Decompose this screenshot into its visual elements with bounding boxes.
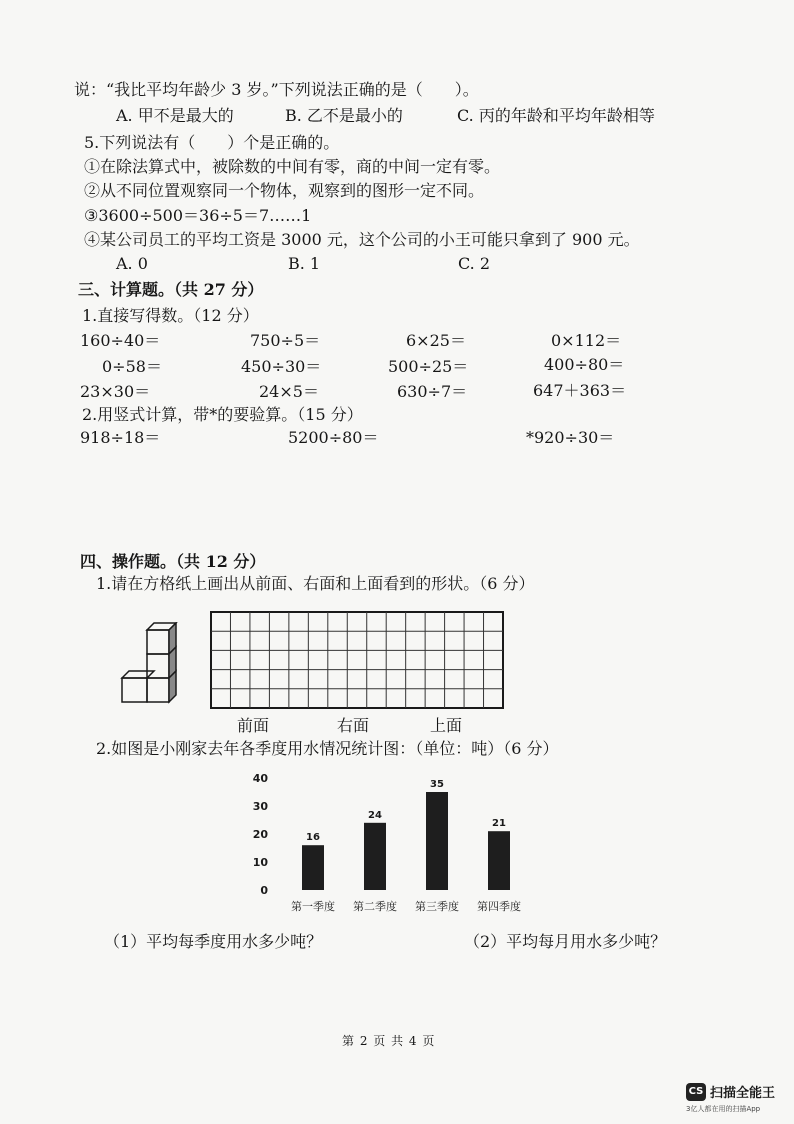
q4-option-b: B. 乙不是最小的 (285, 106, 403, 125)
cube-stack-figure (114, 622, 184, 710)
page-footer: 第 2 页 共 4 页 (342, 1034, 436, 1048)
x-tick-label: 第一季度 (291, 900, 335, 913)
x-tick-label: 第四季度 (477, 900, 521, 913)
data-label: 24 (368, 809, 382, 821)
op1-title: 1.请在方格纸上画出从前面、右面和上面看到的形状。（6 分） (96, 574, 535, 593)
y-tick-label: 10 (252, 856, 268, 869)
y-tick-label: 20 (252, 828, 268, 841)
scanner-name: 扫描全能王 (710, 1086, 776, 1101)
q5-option-b: B. 1 (288, 254, 321, 273)
op2-title: 2.如图是小刚家去年各季度用水情况统计图：（单位：吨）（6 分） (96, 739, 559, 758)
grid-label-right: 右面 (337, 716, 370, 735)
water-usage-bar-chart (240, 768, 540, 918)
calc1-cell: 400÷80＝ (544, 355, 625, 374)
calc1-cell: 23×30＝ (80, 382, 151, 401)
x-tick-label: 第三季度 (415, 900, 459, 913)
calc1-cell: 630÷7＝ (397, 382, 468, 401)
op2-question-1: （1）平均每季度用水多少吨？ (104, 932, 323, 951)
data-label: 21 (492, 818, 506, 830)
q5-option-a: A. 0 (116, 254, 148, 273)
calc1-cell: 24×5＝ (259, 382, 319, 401)
data-label: 35 (430, 779, 444, 790)
calc1-cell: 0÷58＝ (102, 357, 162, 376)
data-label: 16 (306, 832, 320, 844)
square-grid-paper (210, 611, 504, 709)
calc1-cell: 750÷5＝ (250, 331, 321, 350)
x-tick-label: 第二季度 (353, 900, 397, 913)
q4-intro: 说：“我比平均年龄少 3 岁。”下列说法正确的是（ ）。 (74, 80, 479, 99)
y-tick-label: 40 (252, 772, 268, 785)
y-tick-label: 0 (260, 884, 268, 897)
calc1-title: 1.直接写得数。（12 分） (82, 306, 259, 325)
calc1-cell: 0×112＝ (551, 331, 622, 350)
scanner-logo-icon: CS (686, 1083, 706, 1101)
section4-title: 四、操作题。（共 12 分） (80, 552, 266, 571)
scanner-tagline: 3亿人都在用的扫描App (686, 1105, 761, 1113)
calc1-cell: 160÷40＝ (80, 331, 161, 350)
q5-stem: 5.下列说法有（ ）个是正确的。 (84, 133, 340, 152)
bar (302, 845, 324, 890)
q5-item-3: ③3600÷500＝36÷5＝7……1 (84, 206, 312, 225)
calc2-title: 2.用竖式计算，带*的要验算。（15 分） (82, 405, 363, 424)
calc1-cell: 6×25＝ (406, 331, 466, 350)
op2-question-2: （2）平均每月用水多少吨？ (464, 932, 667, 951)
calc1-cell: 450÷30＝ (241, 357, 322, 376)
section3-title: 三、计算题。（共 27 分） (78, 280, 264, 299)
bar (488, 831, 510, 890)
bar (364, 823, 386, 890)
q5-option-c: C. 2 (458, 254, 491, 273)
q5-item-1: ①在除法算式中，被除数的中间有零，商的中间一定有零。 (84, 157, 501, 176)
q4-option-a: A. 甲不是最大的 (116, 106, 234, 125)
y-tick-label: 30 (252, 800, 268, 813)
calc2-item: 918÷18＝ (80, 428, 161, 447)
q4-option-c: C. 丙的年龄和平均年龄相等 (457, 106, 655, 125)
calc2-item: 5200÷80＝ (288, 428, 379, 447)
q5-item-2: ②从不同位置观察同一个物体，观察到的图形一定不同。 (84, 181, 485, 200)
calc2-item: *920÷30＝ (526, 428, 615, 447)
calc1-cell: 500÷25＝ (388, 357, 469, 376)
bar (426, 792, 448, 890)
q5-item-4: ④某公司员工的平均工资是 3000 元，这个公司的小王可能只拿到了 900 元。 (84, 230, 640, 249)
grid-label-front: 前面 (237, 716, 270, 735)
calc1-cell: 647＋363＝ (533, 381, 627, 400)
grid-label-top: 上面 (430, 716, 463, 735)
